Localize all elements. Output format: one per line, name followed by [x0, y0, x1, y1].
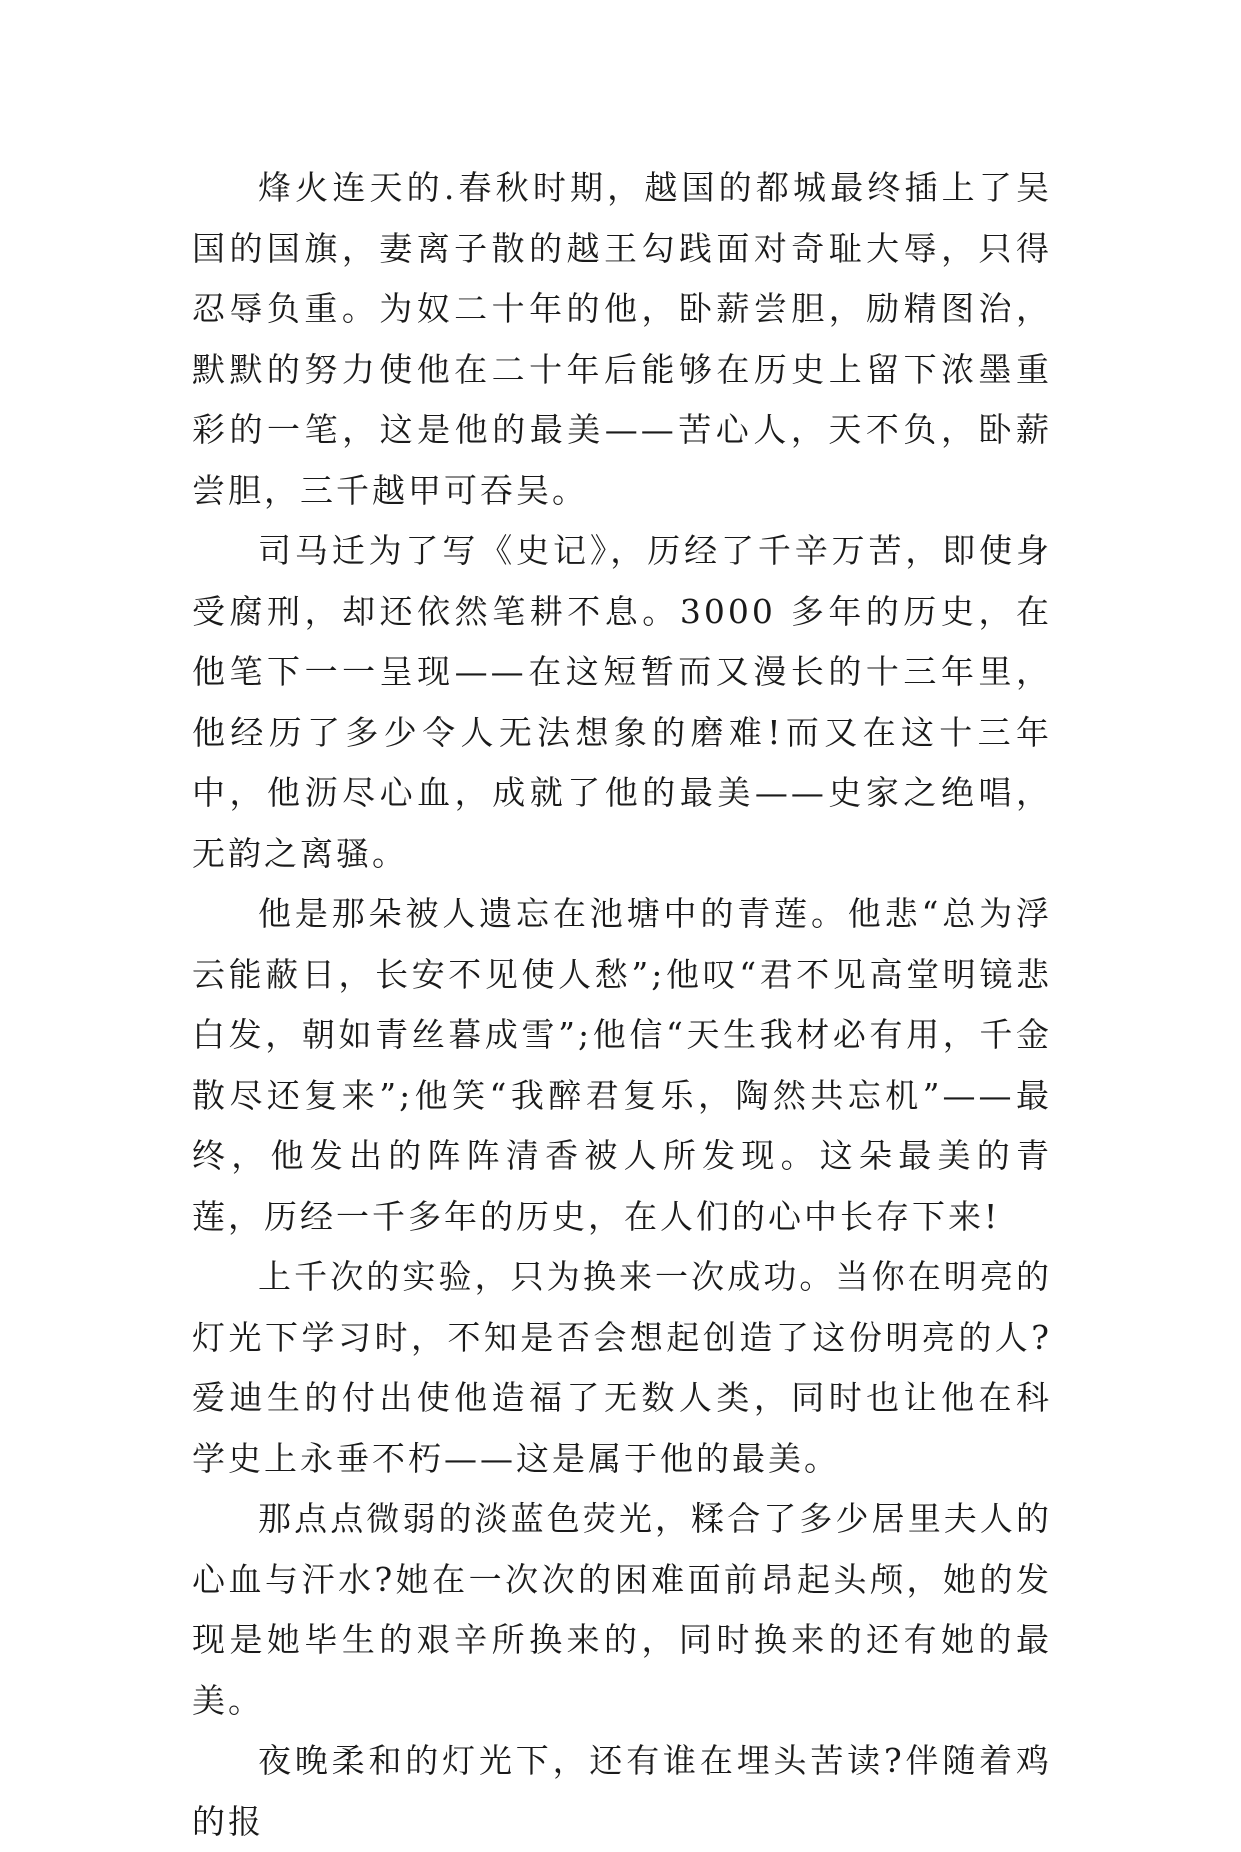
paragraph-night-study: 夜晚柔和的灯光下，还有谁在埋头苦读?伴随着鸡的报: [192, 1741, 1052, 1841]
paragraph-li-bai: 他是那朵被人遗忘在池塘中的青莲。他悲“总为浮云能蔽日，长安不见使人愁”;他叹“君不见高堂明镜悲白发，朝如青丝暮成雪”;他信“天生我材必有用，千金散尽还复来”;他笑“我醉君复乐，陶然共忘机”——最终，他发出的阵阵清香被人所发现。这朵最美的青莲，历经一千多年的历史，在人们的心中长存下来!: [192, 894, 1052, 1236]
paragraph-sima-qian: 司马迁为了写《史记》，历经了千辛万苦，即使身受腐刑，却还依然笔耕不息。3000 多年的历史，在他笔下一一呈现——在这短暂而又漫长的十三年里，他经历了多少令人无法想象的磨难!而又在这十三年中，他沥尽心血，成就了他的最美——史家之绝唱，无韵之离骚。: [192, 531, 1052, 873]
paragraph-curie: 那点点微弱的淡蓝色荧光，糅合了多少居里夫人的心血与汗水?她在一次次的困难面前昂起头颅，她的发现是她毕生的艰辛所换来的，同时换来的还有她的最美。: [192, 1499, 1052, 1720]
document-body: [192, 158, 1052, 1852]
paragraph-edison: 上千次的实验，只为换来一次成功。当你在明亮的灯光下学习时，不知是否会想起创造了这份明亮的人?爱迪生的付出使他造福了无数人类，同时也让他在科学史上永垂不朽——这是属于他的最美。: [192, 1257, 1052, 1478]
paragraph-goujian: 烽火连天的.春秋时期，越国的都城最终插上了吴国的国旗，妻离子散的越王勾践面对奇耻大辱，只得忍辱负重。为奴二十年的他，卧薪尝胆，励精图治，默默的努力使他在二十年后能够在历史上留下浓墨重彩的一笔，这是他的最美——苦心人，天不负，卧薪尝胆，三千越甲可吞吴。: [192, 168, 1052, 510]
